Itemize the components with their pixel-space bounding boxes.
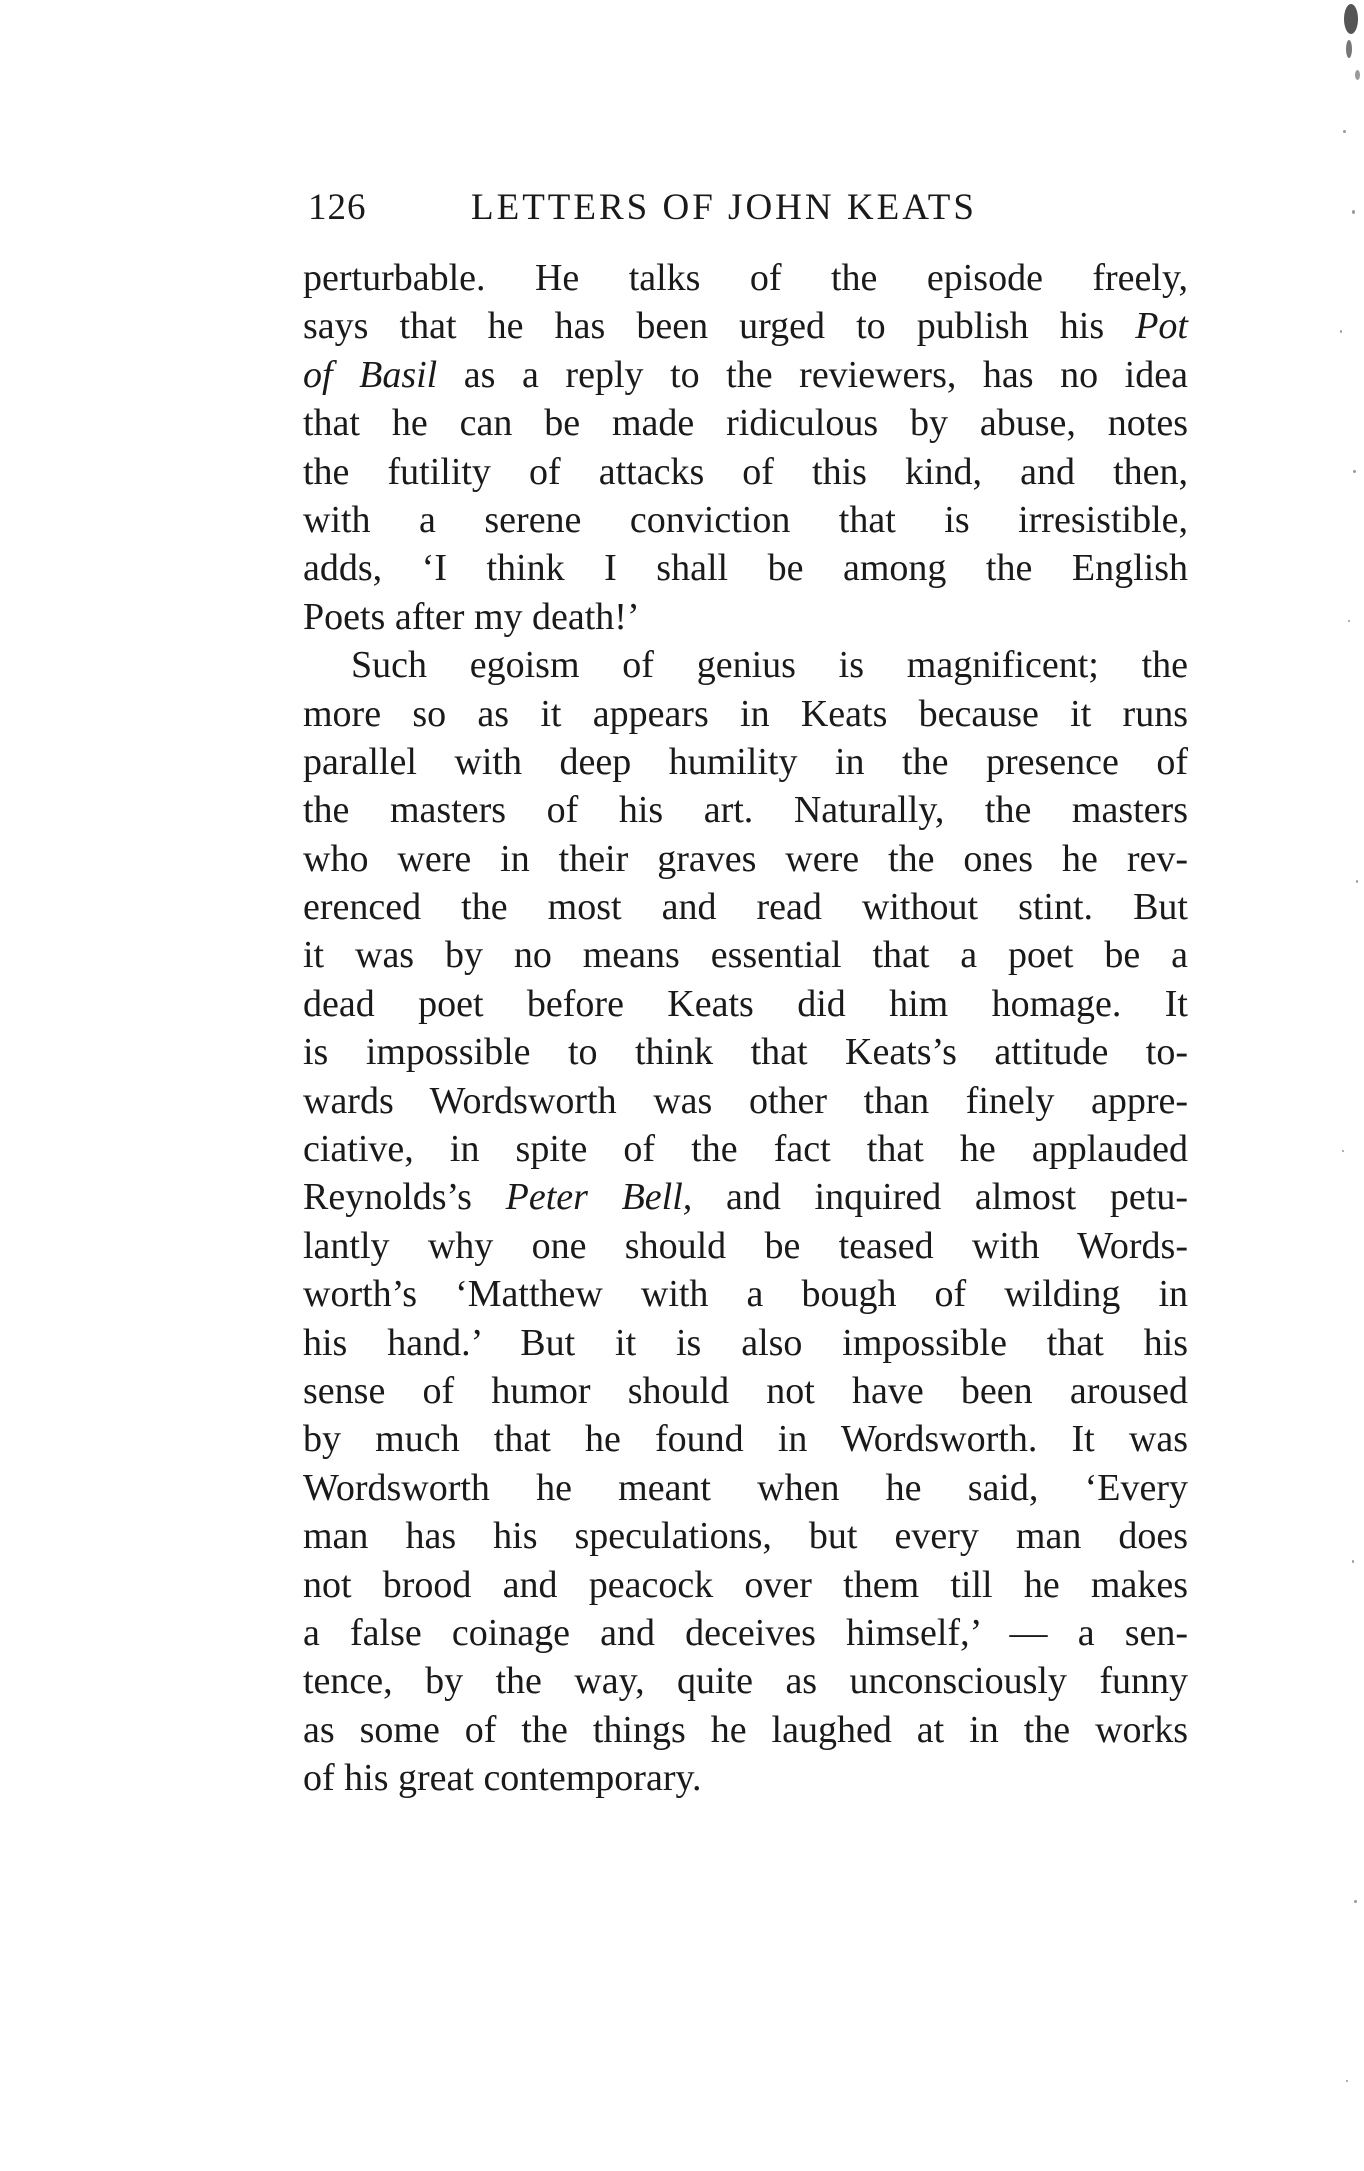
text-line: ciative, in spite of the fact that he applauded xyxy=(303,1128,1188,1171)
text-line: that he can be made ridiculous by abuse, notes xyxy=(303,402,1188,445)
text-line: the masters of his art. Naturally, the masters xyxy=(303,789,1188,832)
text-line: perturbable. He talks of the episode freely, xyxy=(303,257,1188,299)
running-title: LETTERS OF JOHN KEATS xyxy=(471,187,977,228)
text-line: worth’s ‘Matthew with a bough of wilding in xyxy=(303,1273,1188,1316)
text-line: Wordsworth he meant when he said, ‘Every xyxy=(303,1466,1188,1509)
text-line: man has his speculations, but every man does xyxy=(303,1515,1188,1558)
text-line: Reynolds’s Peter Bell, and inquired almost petu- xyxy=(303,1176,1188,1219)
text-line: says that he has been urged to publish his Pot xyxy=(303,305,1188,348)
italic-title: Peter Bell, xyxy=(505,1176,693,1219)
text-line: sense of humor should not have been aroused xyxy=(303,1369,1188,1412)
text-line: lantly why one should be teased with Words- xyxy=(303,1224,1188,1267)
text-line: his hand.’ But it is also impossible that his xyxy=(303,1321,1188,1364)
text-line: tence, by the way, quite as unconsciously funny xyxy=(303,1660,1188,1703)
text-line: the futility of attacks of this kind, and then, xyxy=(303,450,1188,493)
text-line: by much that he found in Wordsworth. It was xyxy=(303,1418,1188,1461)
text-line: it was by no means essential that a poet be a xyxy=(303,934,1188,977)
text-line: of his great contemporary. xyxy=(303,1757,702,1800)
text-line: Such egoism of genius is magnificent; the xyxy=(351,644,1188,687)
text-line: wards Wordsworth was other than finely appre- xyxy=(303,1079,1188,1122)
page-header xyxy=(308,186,1188,236)
italic-title: of Basil xyxy=(303,353,438,396)
text-line: as some of the things he laughed at in the works xyxy=(303,1708,1188,1751)
text-line: with a serene conviction that is irresistible, xyxy=(303,498,1188,541)
scan-edge-noise xyxy=(1324,0,1364,2171)
text-line: of Basil as a reply to the reviewers, has no idea xyxy=(303,353,1188,396)
text-line: dead poet before Keats did him homage. It xyxy=(303,982,1188,1025)
text-line: parallel with deep humility in the presence of xyxy=(303,740,1188,783)
text-line: erenced the most and read without stint. But xyxy=(303,886,1188,929)
italic-title: Pot xyxy=(1135,305,1188,348)
text-line: Poets after my death!’ xyxy=(303,595,640,638)
text-line: is impossible to think that Keats’s attitude to- xyxy=(303,1031,1188,1074)
text-line: a false coinage and deceives himself,’ — a sen- xyxy=(303,1611,1188,1654)
text-line: more so as it appears in Keats because it runs xyxy=(303,692,1188,735)
body-text xyxy=(303,254,1188,1803)
page-number: 126 xyxy=(308,187,367,228)
text-line: adds, ‘I think I shall be among the English xyxy=(303,547,1188,590)
text-line: who were in their graves were the ones he rev- xyxy=(303,837,1188,880)
text-line: not brood and peacock over them till he makes xyxy=(303,1563,1188,1606)
